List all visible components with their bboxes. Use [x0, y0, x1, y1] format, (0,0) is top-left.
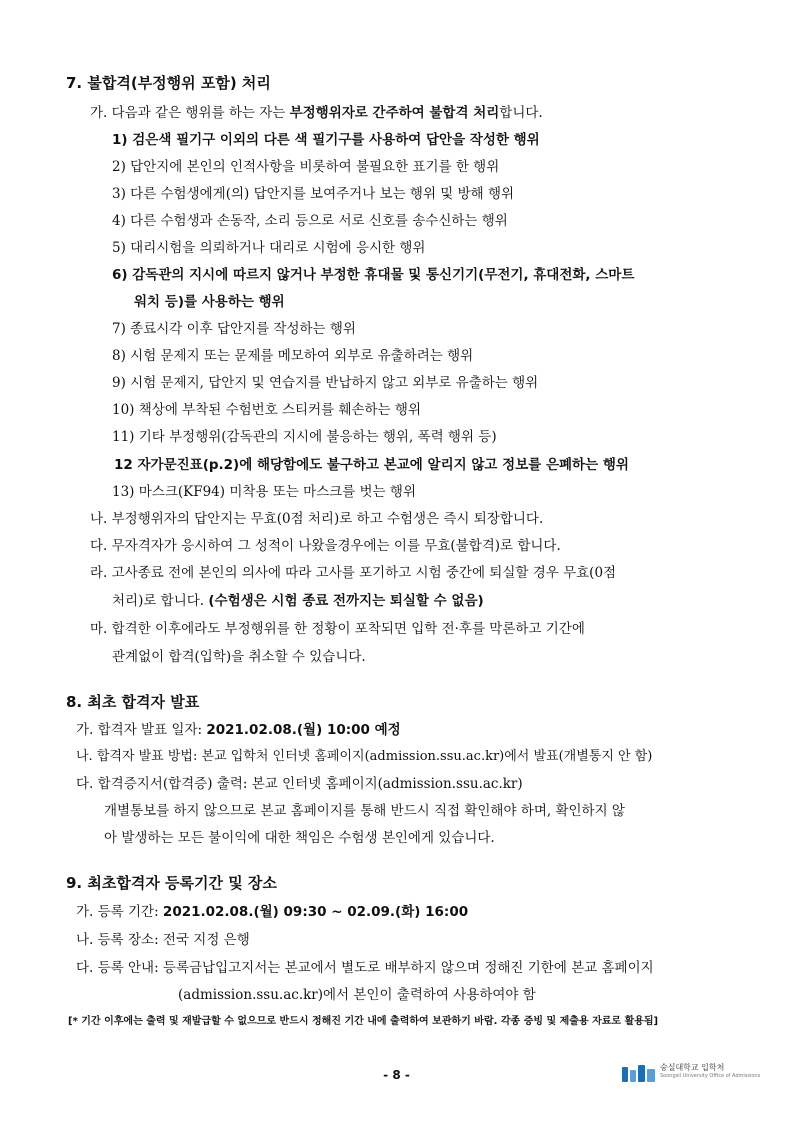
section-7-list-item: 11) 기타 부정행위(감독관의 지시에 불응하는 행위, 폭력 행위 등) [112, 429, 497, 445]
section-8-item-na: 나. 합격자 발표 방법: 본교 입학처 인터넷 홈페이지(admission.ssu.ac.kr)에서 발표(개별통지 안 함) [76, 749, 653, 764]
section-9-item-ga [76, 903, 468, 921]
section-7-item-ma-continued: 관계없이 합격(입학)을 취소할 수 있습니다. [112, 649, 366, 665]
registration-note: [* 기간 이후에는 출력 및 재발급할 수 없으므로 반드시 정해진 기간 내에 출력하여 보관하기 바람. 각종 증빙 및 제출용 자료로 활용됨] [68, 1016, 659, 1027]
section-7-list-item: 9) 시험 문제지, 답안지 및 연습지를 반납하지 않고 외부로 유출하는 행위 [112, 375, 539, 391]
logo-subtext: Soongsil University Office of Admissions [660, 1073, 761, 1079]
section-7-list-item: 2) 답안지에 본인의 인적사항을 비롯하여 불필요한 표기를 한 행위 [112, 159, 500, 175]
section-7-list-item-continued: 워치 등)를 사용하는 행위 [134, 294, 285, 310]
section-7-item-da: 다. 무자격자가 응시하여 그 성적이 나왔을경우에는 이를 무효(불합격)로 합니다. [90, 538, 561, 554]
section-9-item-da: 다. 등록 안내: 등록금납입고지서는 본교에서 별도로 배부하지 않으며 정해진 기한에 본교 홈페이지 [76, 960, 654, 976]
section-7-item-ra: 라. 고사종료 전에 본인의 의사에 따라 고사를 포기하고 시험 중간에 퇴실할 경우 무효(0점 [90, 565, 617, 581]
section-9-item-na: 나. 등록 장소: 전국 지정 은행 [76, 932, 250, 948]
section-9-ga-bold: 2021.02.08.(월) 09:30 ~ 02.09.(화) 16:00 [162, 904, 469, 920]
section-7-list-item: 5) 대리시험을 의뢰하거나 대리로 시험에 응시한 행위 [112, 240, 426, 256]
section-8-ga-bold: 2021.02.08.(월) 10:00 예정 [206, 722, 401, 738]
section-7-list-item: 12 자가문진표(p.2)에 해당함에도 불구하고 본교에 알리지 않고 정보를 은폐하는 행위 [114, 457, 629, 473]
section-8-item-da-continued: 개별통보를 하지 않으므로 본교 홈페이지를 통해 반드시 직접 확인해야 하며, 확인하지 않 [104, 803, 625, 819]
section-7-ra-bold: (수험생은 시험 종료 전까지는 퇴실할 수 없음) [208, 593, 484, 609]
section-7-list-item: 8) 시험 문제지 또는 문제를 메모하여 외부로 유출하려는 행위 [112, 348, 474, 364]
section-7-ga-suffix: 합니다. [499, 105, 543, 121]
section-9-ga-prefix: 가. 등록 기간: [76, 904, 163, 920]
section-7-list-item: 6) 감독관의 지시에 따르지 않거나 부정한 휴대물 및 통신기기(무전기, 휴대전화, 스마트 [112, 267, 635, 283]
logo-text: 숭실대학교 입학처 [660, 1063, 725, 1072]
section-9-item-da-continued: (admission.ssu.ac.kr)에서 본인이 출력하여 사용하여야 함 [178, 987, 536, 1003]
section-7-list-item: 7) 종료시각 이후 답안지를 작성하는 행위 [112, 321, 356, 337]
section-7-ga-prefix: 가. 다음과 같은 행위를 하는 자는 [90, 105, 290, 121]
section-7-list-item: 4) 다른 수험생과 손동작, 소리 등으로 서로 신호를 송수신하는 행위 [112, 213, 508, 229]
section-8-title: 8. 최초 합격자 발표 [66, 693, 200, 711]
section-7-list-item: 1) 검은색 필기구 이외의 다른 색 필기구를 사용하여 답안을 작성한 행위 [112, 132, 540, 148]
section-7-list-item: 10) 책상에 부착된 수험번호 스티커를 훼손하는 행위 [112, 402, 422, 418]
section-7-ra-prefix: 처리)로 합니다. [112, 593, 209, 609]
section-8-item-da-continued: 아 발생하는 모든 불이익에 대한 책임은 수험생 본인에게 있습니다. [104, 830, 495, 846]
section-7-item-ra-continued [112, 592, 484, 610]
section-7-list-item: 13) 마스크(KF94) 미착용 또는 마스크를 벗는 행위 [112, 484, 417, 500]
section-7-item-na: 나. 부정행위자의 답안지는 무효(0점 처리)로 하고 수험생은 즉시 퇴장합니다. [90, 511, 544, 527]
section-7-ga-bold: 부정행위자로 간주하여 불합격 처리 [289, 105, 500, 121]
section-8-item-ga [76, 721, 401, 739]
section-9-title: 9. 최초합격자 등록기간 및 장소 [66, 874, 277, 892]
section-7-list-item: 3) 다른 수험생에게(의) 답안지를 보여주거나 보는 행위 및 방해 행위 [112, 186, 515, 202]
section-7-item-ma: 마. 합격한 이후에라도 부정행위를 한 정황이 포착되면 입학 전·후를 막론하고 기간에 [90, 621, 585, 637]
section-8-item-da: 다. 합격증지서(합격증) 출력: 본교 인터넷 홈페이지(admission.ssu.ac.kr) [76, 776, 523, 792]
section-7-item-ga [90, 104, 543, 122]
section-8-ga-prefix: 가. 합격자 발표 일자: [76, 722, 207, 738]
section-7-title: 7. 불합격(부정행위 포함) 처리 [66, 74, 271, 92]
page-number: - 8 - [383, 1068, 410, 1082]
